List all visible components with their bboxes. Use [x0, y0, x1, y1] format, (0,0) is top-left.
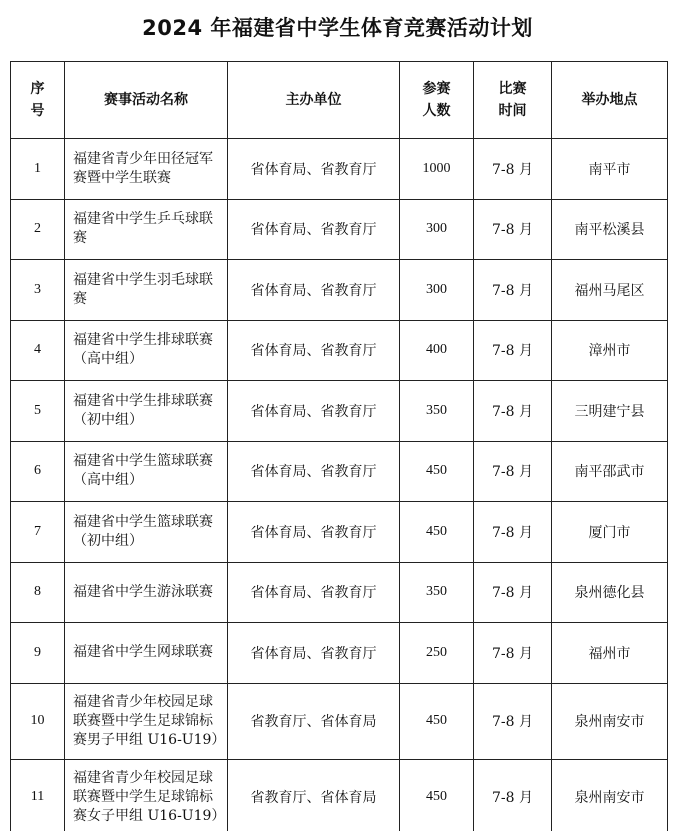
table-row	[11, 199, 668, 260]
header-no	[11, 62, 65, 139]
cell-time: 7-8 月	[474, 441, 552, 502]
cell-name: 福建省中学生游泳联赛	[65, 562, 228, 623]
cell-location: 泉州德化县	[552, 562, 668, 623]
cell-name: 福建省中学生羽毛球联赛	[65, 260, 228, 321]
table-header-row	[11, 62, 668, 139]
cell-no: 4	[11, 320, 65, 381]
cell-location: 南平邵武市	[552, 441, 668, 502]
cell-no: 6	[11, 441, 65, 502]
table-row	[11, 320, 668, 381]
cell-time: 7-8 月	[474, 381, 552, 442]
cell-name: 福建省中学生网球联赛	[65, 623, 228, 684]
cell-time: 7-8 月	[474, 320, 552, 381]
header-location: 举办地点	[552, 62, 668, 139]
cell-name: 福建省中学生排球联赛（初中组）	[65, 381, 228, 442]
cell-location: 泉州南安市	[552, 759, 668, 831]
cell-no: 7	[11, 502, 65, 563]
cell-location: 福州马尾区	[552, 260, 668, 321]
cell-name: 福建省青少年校园足球联赛暨中学生足球锦标赛男子甲组 U16-U19）	[65, 683, 228, 759]
cell-no: 9	[11, 623, 65, 684]
table-row	[11, 623, 668, 684]
cell-location: 南平松溪县	[552, 199, 668, 260]
cell-participants: 450	[400, 502, 474, 563]
header-no-line2: 号	[30, 103, 45, 119]
cell-organizer: 省教育厅、省体育局	[228, 759, 400, 831]
cell-time: 7-8 月	[474, 199, 552, 260]
cell-organizer: 省体育局、省教育厅	[228, 139, 400, 200]
cell-location: 福州市	[552, 623, 668, 684]
cell-time: 7-8 月	[474, 260, 552, 321]
cell-name: 福建省中学生乒乓球联赛	[65, 199, 228, 260]
cell-organizer: 省体育局、省教育厅	[228, 381, 400, 442]
cell-participants: 350	[400, 562, 474, 623]
cell-participants: 450	[400, 441, 474, 502]
header-time	[474, 62, 552, 139]
cell-organizer: 省体育局、省教育厅	[228, 199, 400, 260]
cell-no: 8	[11, 562, 65, 623]
table-row	[11, 683, 668, 759]
header-name: 赛事活动名称	[65, 62, 228, 139]
cell-participants: 300	[400, 260, 474, 321]
cell-no: 5	[11, 381, 65, 442]
cell-no: 2	[11, 199, 65, 260]
cell-participants: 250	[400, 623, 474, 684]
cell-participants: 300	[400, 199, 474, 260]
table-row	[11, 441, 668, 502]
table-row	[11, 562, 668, 623]
cell-time: 7-8 月	[474, 623, 552, 684]
header-participants-line1: 参赛	[422, 81, 451, 97]
cell-time: 7-8 月	[474, 562, 552, 623]
cell-no: 10	[11, 683, 65, 759]
cell-participants: 350	[400, 381, 474, 442]
cell-organizer: 省体育局、省教育厅	[228, 623, 400, 684]
cell-participants: 1000	[400, 139, 474, 200]
cell-time: 7-8 月	[474, 759, 552, 831]
cell-name: 福建省青少年校园足球联赛暨中学生足球锦标赛女子甲组 U16-U19）	[65, 759, 228, 831]
cell-organizer: 省体育局、省教育厅	[228, 320, 400, 381]
cell-location: 厦门市	[552, 502, 668, 563]
page-title: 2024 年福建省中学生体育竞赛活动计划	[142, 16, 533, 40]
cell-location: 漳州市	[552, 320, 668, 381]
cell-time: 7-8 月	[474, 683, 552, 759]
cell-no: 11	[11, 759, 65, 831]
table-row	[11, 502, 668, 563]
cell-participants: 450	[400, 759, 474, 831]
competition-table	[10, 61, 668, 831]
cell-name: 福建省中学生篮球联赛（高中组）	[65, 441, 228, 502]
cell-participants: 400	[400, 320, 474, 381]
header-organizer: 主办单位	[228, 62, 400, 139]
cell-no: 1	[11, 139, 65, 200]
header-participants-line2: 人数	[422, 103, 451, 119]
header-time-line2: 时间	[498, 103, 527, 119]
cell-organizer: 省体育局、省教育厅	[228, 260, 400, 321]
cell-time: 7-8 月	[474, 502, 552, 563]
cell-no: 3	[11, 260, 65, 321]
cell-participants: 450	[400, 683, 474, 759]
table-row	[11, 381, 668, 442]
header-no-line1: 序	[30, 81, 45, 97]
cell-location: 三明建宁县	[552, 381, 668, 442]
cell-location: 泉州南安市	[552, 683, 668, 759]
cell-name: 福建省中学生篮球联赛（初中组）	[65, 502, 228, 563]
cell-organizer: 省体育局、省教育厅	[228, 441, 400, 502]
header-time-line1: 比赛	[498, 81, 527, 97]
cell-organizer: 省体育局、省教育厅	[228, 562, 400, 623]
table-body	[11, 139, 668, 831]
cell-organizer: 省教育厅、省体育局	[228, 683, 400, 759]
cell-organizer: 省体育局、省教育厅	[228, 502, 400, 563]
cell-name: 福建省青少年田径冠军赛暨中学生联赛	[65, 139, 228, 200]
table-row	[11, 139, 668, 200]
header-participants	[400, 62, 474, 139]
cell-time: 7-8 月	[474, 139, 552, 200]
table-row	[11, 260, 668, 321]
table-row	[11, 759, 668, 831]
cell-location: 南平市	[552, 139, 668, 200]
cell-name: 福建省中学生排球联赛（高中组）	[65, 320, 228, 381]
